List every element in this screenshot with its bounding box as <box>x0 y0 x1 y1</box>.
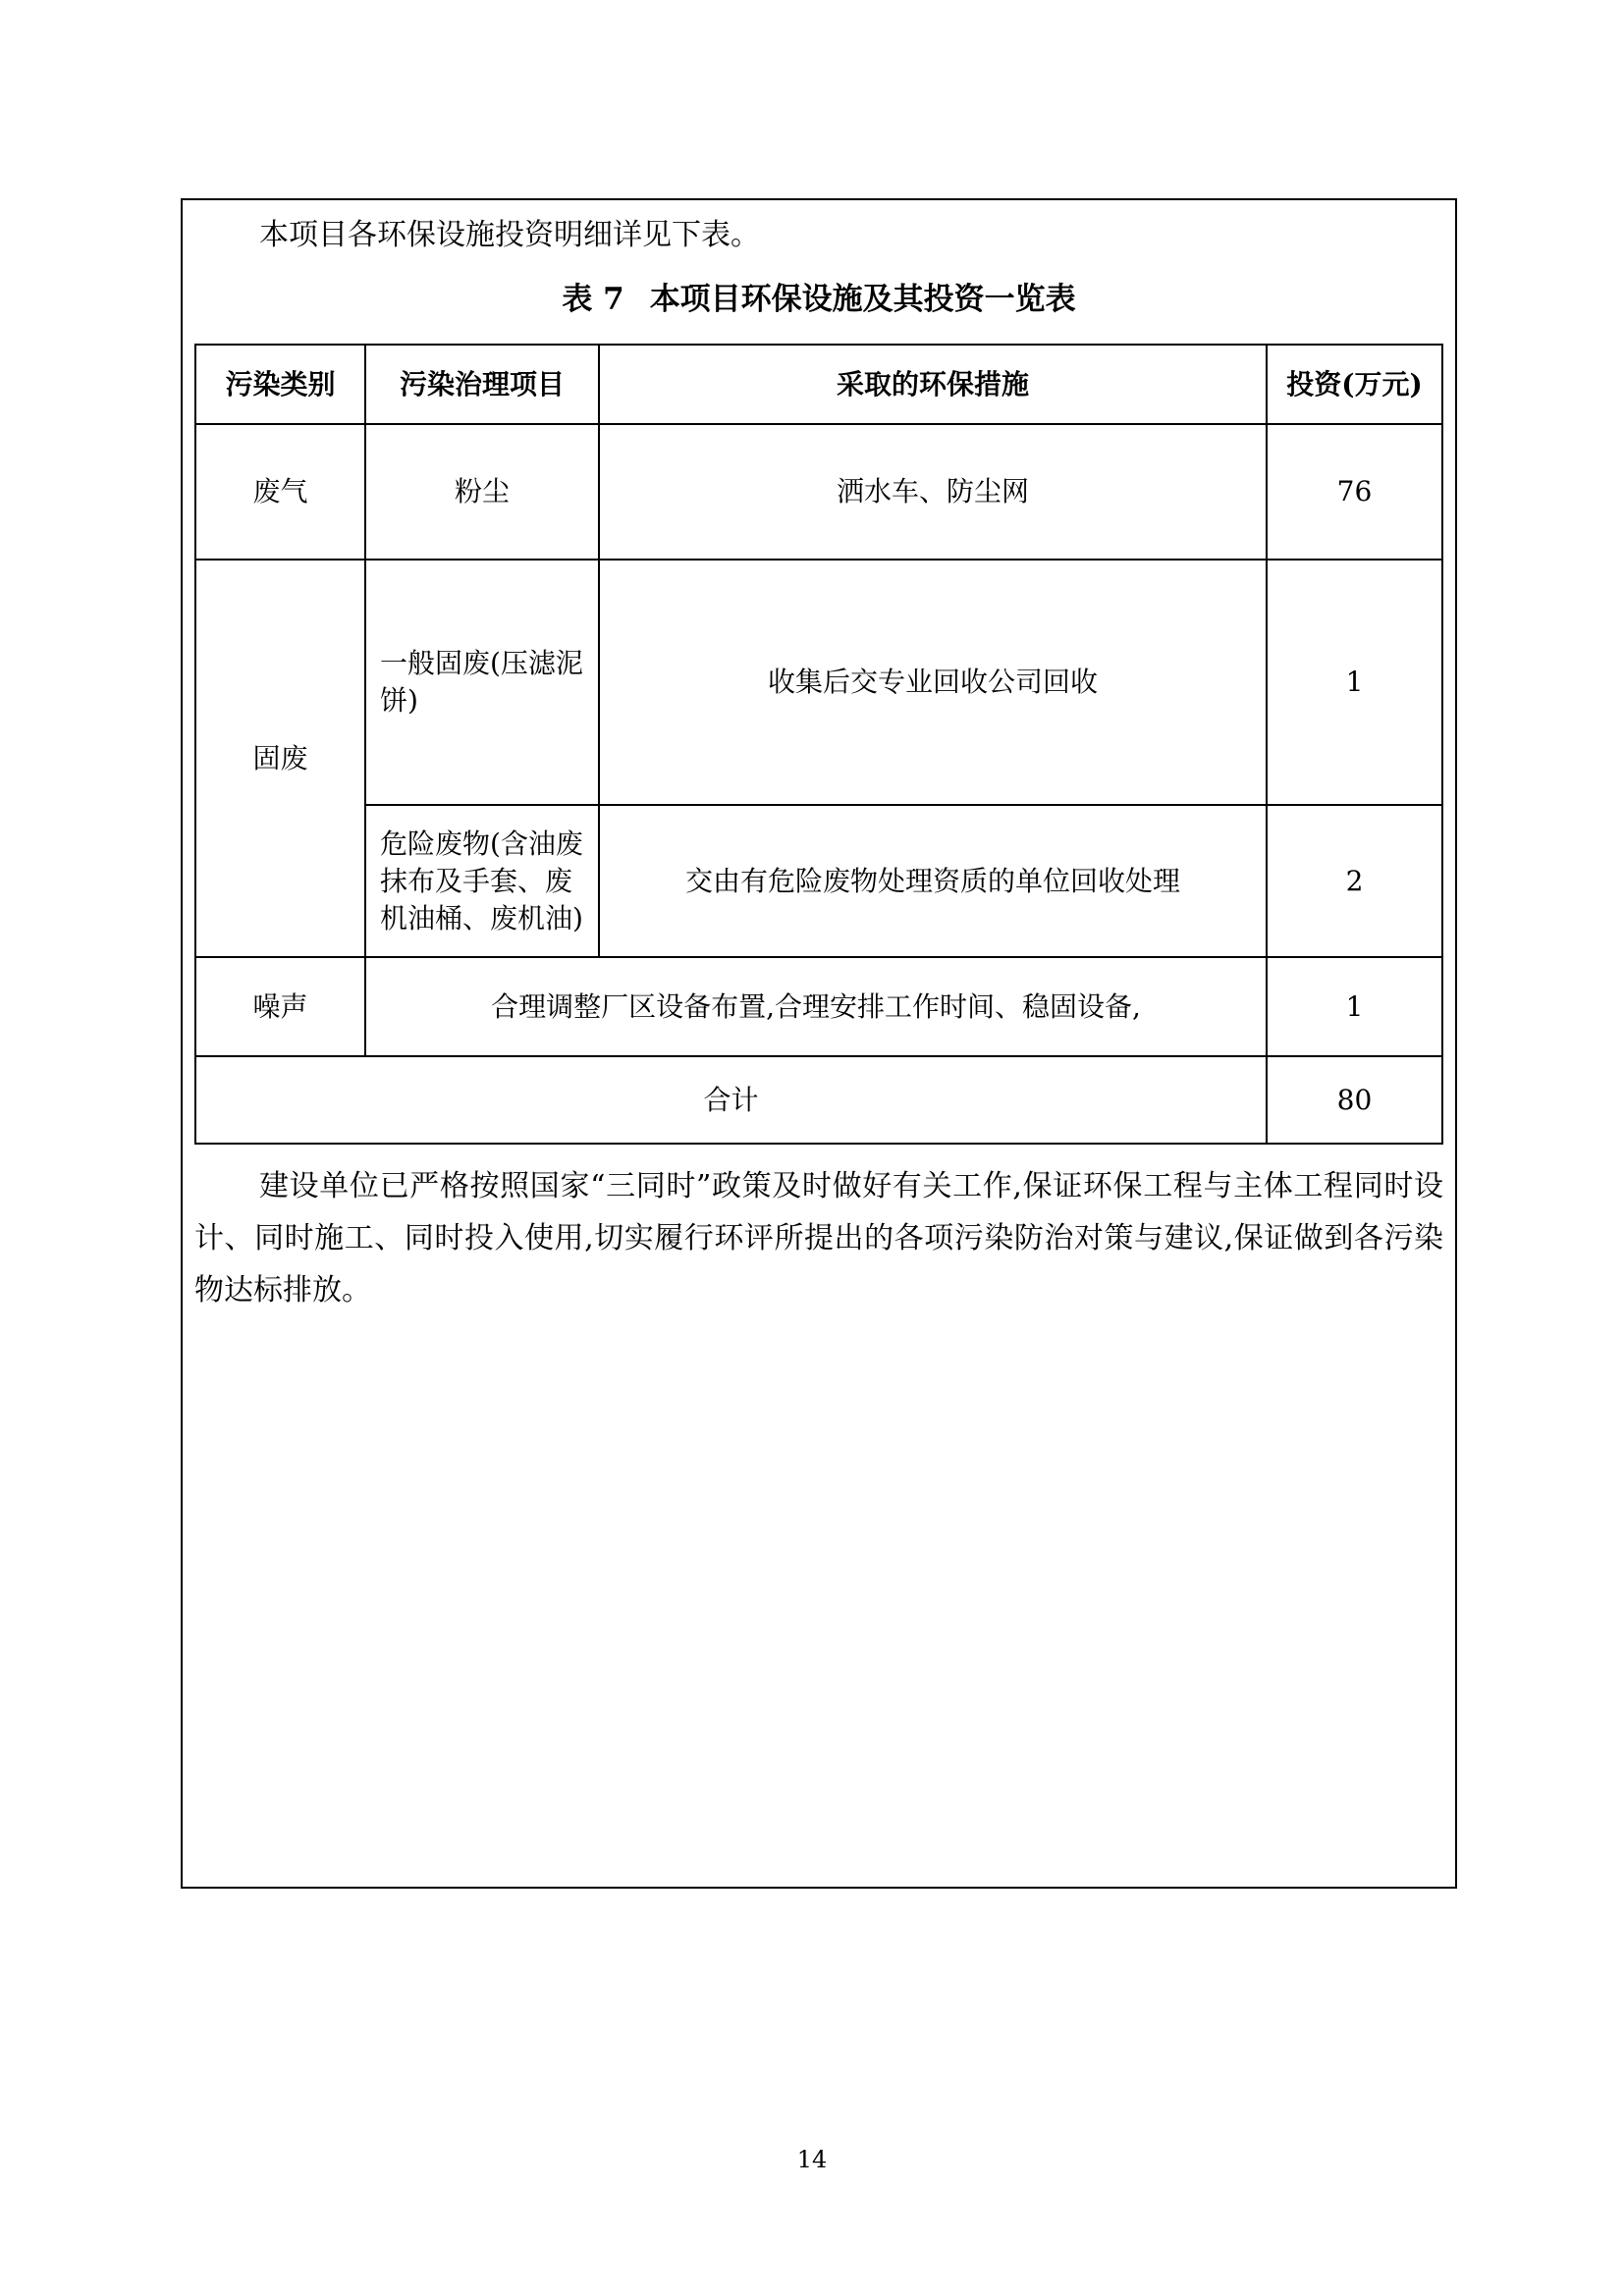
intro-text: 本项目各环保设施投资明细详见下表。 <box>259 218 760 252</box>
cell-investment: 1 <box>1267 957 1442 1056</box>
page-number: 14 <box>796 2146 828 2173</box>
total-label: 合计 <box>195 1056 1267 1144</box>
cell-item: 一般固废(压滤泥饼) <box>365 560 599 805</box>
header-investment: 投资(万元) <box>1267 345 1442 424</box>
table-caption <box>181 278 1457 321</box>
table-row <box>195 560 1442 805</box>
cell-measure: 洒水车、防尘网 <box>599 424 1267 560</box>
table-caption-number: 表 7 <box>562 282 624 317</box>
cell-category: 废气 <box>195 424 365 560</box>
cell-item: 危险废物(含油废抹布及手套、废机油桶、废机油) <box>365 805 599 957</box>
header-measure: 采取的环保措施 <box>599 345 1267 424</box>
table-row <box>195 805 1442 957</box>
cell-investment: 1 <box>1267 560 1442 805</box>
cell-item: 粉尘 <box>365 424 599 560</box>
table-row <box>195 424 1442 560</box>
table-caption-title: 本项目环保设施及其投资一览表 <box>649 282 1076 317</box>
total-investment: 80 <box>1267 1056 1442 1144</box>
cell-category: 噪声 <box>195 957 365 1056</box>
cell-investment: 76 <box>1267 424 1442 560</box>
header-item: 污染治理项目 <box>365 345 599 424</box>
table-header-row <box>195 345 1442 424</box>
table-row <box>195 957 1442 1056</box>
cell-category: 固废 <box>195 560 365 957</box>
header-category: 污染类别 <box>195 345 365 424</box>
cell-measure: 收集后交专业回收公司回收 <box>599 560 1267 805</box>
investment-table <box>194 344 1443 1145</box>
table-total-row <box>195 1056 1442 1144</box>
cell-measure: 交由有危险废物处理资质的单位回收处理 <box>599 805 1267 957</box>
cell-investment: 2 <box>1267 805 1442 957</box>
body-paragraph: 建设单位已严格按照国家“三同时”政策及时做好有关工作,保证环保工程与主体工程同时设计、同时施工、同时投入使用,切实履行环评所提出的各项污染防治对策与建议,保证做到各污染物达标排放。 <box>194 1169 1443 1308</box>
cell-measure: 合理调整厂区设备布置,合理安排工作时间、稳固设备, <box>365 957 1267 1056</box>
